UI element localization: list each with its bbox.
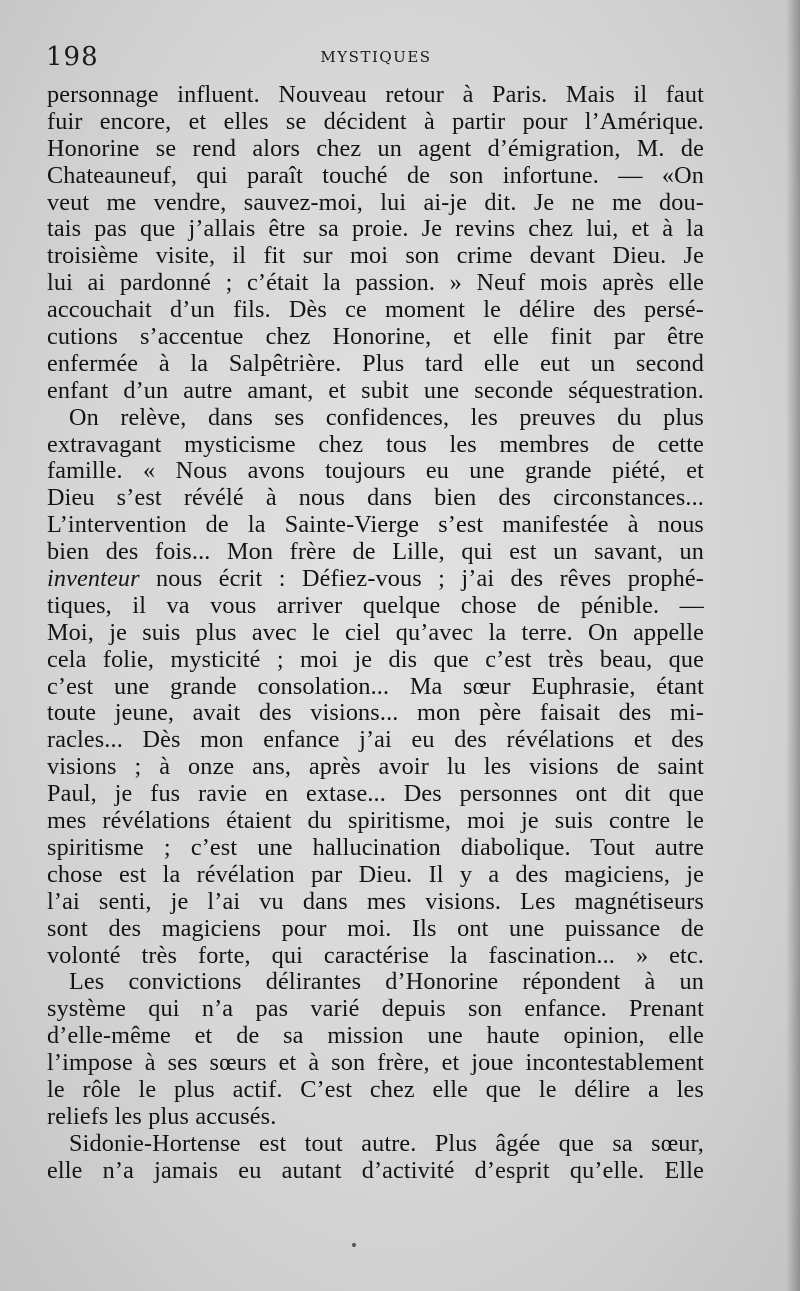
text-line: toute jeune, avait des visions... mon père faisait des mi-	[47, 700, 704, 727]
text-line: Dieu s’est révélé à nous dans bien des circonstances...	[47, 485, 704, 512]
text-line: racles... Dès mon enfance j’ai eu des révélations et des	[47, 727, 704, 754]
text-line: Les convictions délirantes d’Honorine répondent à un	[69, 969, 704, 996]
page-number: 198	[46, 42, 99, 72]
text-line: L’intervention de la Sainte-Vierge s’est manifestée à nous	[47, 512, 704, 539]
text-line: elle n’a jamais eu autant d’activité d’esprit qu’elle. Elle	[47, 1157, 704, 1184]
text-line: volonté très forte, qui caractérise la fascination... » etc.	[47, 942, 704, 969]
text-line: extravagant mysticisme chez tous les membres de cette	[47, 431, 704, 458]
text-line: personnage influent. Nouveau retour à Paris. Mais il faut	[47, 82, 704, 108]
text-line: enfant d’un autre amant, et subit une seconde séquestration.	[47, 377, 704, 404]
text-line: visions ; à onze ans, après avoir lu les visions de saint	[47, 754, 704, 781]
body-text	[47, 82, 704, 1185]
text-line: enfermée à la Salpêtrière. Plus tard elle eut un second	[47, 350, 704, 377]
text-line: tiques, il va vous arriver quelque chose de pénible. —	[47, 592, 704, 619]
text-line	[47, 566, 704, 593]
text-line: Chateauneuf, qui paraît touché de son infortune. — «On	[47, 162, 704, 189]
italic-word: inventeur	[47, 566, 140, 593]
text-line: cutions s’accentue chez Honorine, et elle finit par être	[47, 324, 704, 351]
text-line: le rôle le plus actif. C’est chez elle que le délire a les	[47, 1076, 704, 1103]
text-line-rest: nous écrit : Défiez-vous ; j’ai des rêves prophé-	[139, 566, 704, 593]
text-line: famille. « Nous avons toujours eu une grande piété, et	[47, 458, 704, 485]
text-line: On relève, dans ses confidences, les preuves du plus	[69, 404, 704, 431]
text-line: Moi, je suis plus avec le ciel qu’avec la terre. On appelle	[47, 619, 704, 646]
text-line: système qui n’a pas varié depuis son enfance. Prenant	[47, 996, 704, 1023]
text-line: cela folie, mysticité ; moi je dis que c’est très beau, que	[47, 646, 704, 673]
text-line: l’impose à ses sœurs et à son frère, et joue incontestablement	[47, 1050, 704, 1077]
text-line: c’est une grande consolation... Ma sœur Euphrasie, étant	[47, 673, 704, 700]
text-line: mes révélations étaient du spiritisme, moi je suis contre le	[47, 808, 704, 835]
text-line: spiritisme ; c’est une hallucination diabolique. Tout autre	[47, 834, 704, 861]
page-header	[46, 42, 706, 74]
text-line: l’ai senti, je l’ai vu dans mes visions. Les magnétiseurs	[47, 888, 704, 915]
running-title: MYSTIQUES	[320, 48, 432, 66]
text-line: sont des magiciens pour moi. Ils ont une puissance de	[47, 915, 704, 942]
text-line: d’elle-même et de sa mission une haute opinion, elle	[47, 1023, 704, 1050]
text-line: veut me vendre, sauvez-moi, lui ai-je dit. Je ne me dou-	[47, 189, 704, 216]
text-line: lui ai pardonné ; c’était la passion. » Neuf mois après elle	[47, 270, 704, 297]
text-line: bien des fois... Mon frère de Lille, qui est un savant, un	[47, 539, 704, 566]
print-speck	[352, 1243, 356, 1247]
page-edge-shadow	[786, 0, 800, 1291]
text-line: tais pas que j’allais être sa proie. Je revins chez lui, et à la	[47, 216, 704, 243]
text-line: reliefs les plus accusés.	[47, 1103, 277, 1130]
text-line: Paul, je fus ravie en extase... Des personnes ont dit que	[47, 781, 704, 808]
text-line: accouchait d’un fils. Dès ce moment le délire des persé-	[47, 297, 704, 324]
text-line: Honorine se rend alors chez un agent d’émigration, M. de	[47, 135, 704, 162]
text-line: chose est la révélation par Dieu. Il y a des magiciens, je	[47, 861, 704, 888]
text-line: Sidonie-Hortense est tout autre. Plus âgée que sa sœur,	[69, 1130, 704, 1157]
text-line: troisième visite, il fit sur moi son crime devant Dieu. Je	[47, 243, 704, 270]
text-line: fuir encore, et elles se décident à partir pour l’Amérique.	[47, 108, 704, 135]
